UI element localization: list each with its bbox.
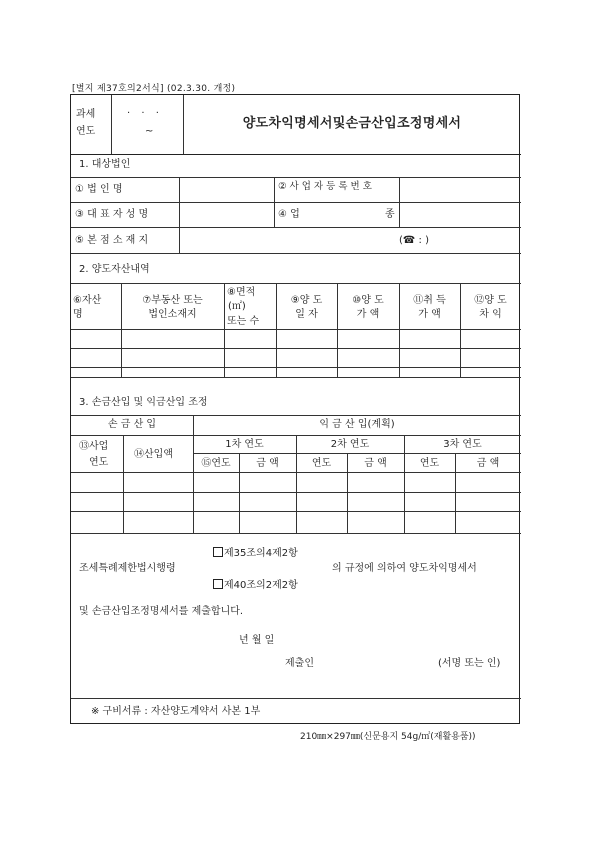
col-area-c: 또는 수 — [227, 316, 260, 327]
col-inclusion-amount: ⑭산입액 — [134, 449, 173, 460]
option-article-40 — [213, 579, 298, 592]
option-article-35 — [213, 547, 298, 560]
col-transfer-date-a: ⑨양 도 — [290, 295, 323, 306]
form-header-note: [별지 제37호의2서식] (02.3.30. 개정) — [72, 84, 236, 94]
signature-label: (서명 또는 인) — [438, 658, 501, 669]
col-asset-name-b: 명 — [73, 309, 83, 320]
phone-field: (☎ : ) — [399, 235, 429, 246]
year1-header: 1차 연도 — [225, 439, 264, 450]
checkbox-icon — [213, 579, 223, 589]
tax-form — [70, 94, 520, 724]
submission-date: 년 월 일 — [239, 635, 275, 646]
section1-heading: 1. 대상법인 — [79, 159, 131, 170]
col-transfer-price-a: ⑩양 도 — [352, 295, 384, 306]
form-title: 양도차익명세서및손금산입조정명세서 — [242, 116, 462, 131]
biz-no-label: ② 사 업 자 등 록 번 호 — [278, 181, 372, 192]
col-year-2: 연도 — [311, 458, 332, 469]
section2-heading: 2. 양도자산내역 — [79, 264, 150, 275]
col-business-year-b: 연도 — [89, 457, 109, 468]
tax-year-label-2: 연도 — [76, 126, 96, 137]
col-amount-3: 금 액 — [476, 458, 500, 469]
col-asset-name-a: ⑥자산 — [73, 295, 102, 306]
col-area-a: ⑧면적 — [227, 287, 256, 298]
option2-text: 제40조의2제2항 — [224, 580, 298, 591]
col-amount-2: 금 액 — [364, 458, 387, 469]
statement-law: 조세특례제한법시행령 — [79, 563, 176, 574]
col-transfer-date-b: 일 자 — [295, 309, 318, 320]
col-transfer-price-b: 가 액 — [356, 309, 380, 320]
tax-year-tilde: ~ — [145, 126, 154, 137]
attachment-note: ※ 구비서류 : 자산양도계약서 사본 1부 — [91, 706, 261, 717]
industry-label-b: 종 — [385, 209, 395, 220]
statement-tail: 의 규정에 의하여 양도차익명세서 — [332, 563, 477, 574]
option1-text: 제35조의4제2항 — [224, 548, 298, 559]
tax-year-label-1: 과세 — [76, 109, 96, 120]
col-transfer-gain-b: 차 익 — [479, 309, 502, 320]
address-label: ⑤ 본 점 소 재 지 — [75, 235, 149, 246]
col-year-3: 연도 — [419, 458, 440, 469]
year2-header: 2차 연도 — [330, 439, 370, 450]
loss-inclusion-header: 손 금 산 입 — [107, 419, 157, 430]
col-acquisition-price-a: ⑪취 득 — [413, 295, 446, 306]
corp-name-label: ① 법 인 명 — [75, 184, 123, 195]
year3-header: 3차 연도 — [443, 439, 482, 450]
gain-inclusion-header: 익 금 산 입(계획) — [319, 419, 395, 430]
tax-year-date-dots: · · · — [127, 108, 163, 119]
col-transfer-gain-a: ⑫양 도 — [474, 295, 507, 306]
submitter-label: 제출인 — [285, 658, 314, 669]
col-area-b: (㎡) — [228, 301, 246, 312]
industry-label-a: ④ 업 — [278, 209, 300, 220]
statement-line2: 및 손금산입조정명세서를 제출합니다. — [79, 606, 244, 617]
col-amount-1: 금 액 — [256, 458, 279, 469]
col-property-location-a: ⑦부동산 또는 — [142, 295, 203, 306]
col-acquisition-price-b: 가 액 — [418, 309, 441, 320]
col-year-15: ⑮연도 — [201, 458, 231, 469]
col-business-year-a: ⑬사업 — [79, 441, 109, 452]
section3-heading: 3. 손금산입 및 익금산입 조정 — [79, 397, 208, 408]
ceo-label: ③ 대 표 자 성 명 — [75, 209, 149, 220]
checkbox-icon — [213, 547, 223, 557]
form-footer-note: 210㎜×297㎜(신문용지 54g/㎡(재활용품)) — [300, 732, 476, 742]
col-property-location-b: 법인소재지 — [148, 309, 197, 320]
